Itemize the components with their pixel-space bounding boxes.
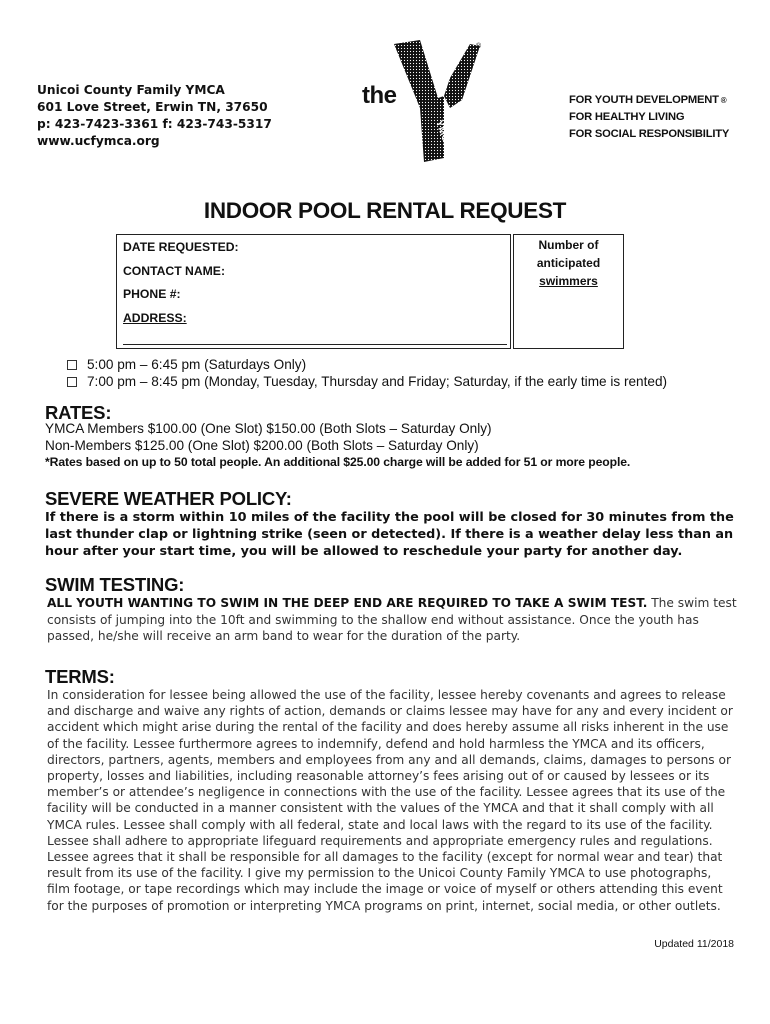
checkbox-late-slot[interactable] [67, 377, 77, 387]
date-requested-field[interactable]: DATE REQUESTED: [123, 240, 239, 254]
swim-testing-description: The swim test consists of jumping into the 10ft and swimming to the shallow end without assistance. Once the youth has passed, he/she will receive an arm band to wear for the duration of the party. [47, 596, 737, 643]
swim-testing-requirement: ALL YOUTH WANTING TO SWIM IN THE DEEP END ARE REQUIRED TO TAKE A SWIM TEST. [47, 596, 648, 610]
swimmers-count-box[interactable] [513, 234, 624, 349]
address-line [123, 344, 507, 345]
slot-early-label: 5:00 pm – 6:45 pm (Saturdays Only) [87, 357, 307, 372]
request-form-box [116, 234, 511, 349]
rates-note: *Rates based on up to 50 total people. An additional $25.00 charge will be added for 51 or more people. [45, 455, 631, 469]
org-phone-fax: p: 423-7423-3361 f: 423-743-5317 [37, 117, 272, 131]
rates-non-members: Non-Members $125.00 (One Slot) $200.00 (Both Slots – Saturday Only) [45, 438, 479, 453]
org-street: 601 Love Street, Erwin TN, 37650 [37, 100, 268, 114]
swimmers-label-1: Number of [538, 238, 599, 252]
org-name: Unicoi County Family YMCA [37, 83, 225, 97]
tagline-line-2: FOR HEALTHY LIVING [569, 111, 685, 123]
swim-testing-heading: SWIM TESTING: [45, 574, 185, 595]
ymca-tagline [569, 92, 729, 143]
checkbox-early-slot[interactable] [67, 360, 77, 370]
org-address-block [37, 82, 272, 150]
rates-members: YMCA Members $100.00 (One Slot) $150.00 (Both Slots – Saturday Only) [45, 421, 492, 436]
weather-policy-text: If there is a storm within 10 miles of the facility the pool will be closed for 30 minutes from the last thunder clap or lightning strike (seen or detected). If there is a weather delay less than an hour after your start time, you will be allowed to reschedule your party for another day. [45, 510, 734, 559]
rates-section [45, 420, 630, 471]
logo-word-the: the [362, 82, 397, 109]
logo-letters: YMCA [433, 118, 454, 151]
terms-heading: TERMS: [45, 666, 115, 687]
ymca-logo [358, 38, 498, 168]
weather-heading: SEVERE WEATHER POLICY: [45, 488, 292, 509]
swim-testing-text [47, 595, 737, 645]
contact-name-field[interactable]: CONTACT NAME: [123, 264, 225, 278]
org-website[interactable]: www.ucfymca.org [37, 134, 160, 148]
tagline-line-3: FOR SOCIAL RESPONSIBILITY [569, 128, 730, 140]
page-title: INDOOR POOL RENTAL REQUEST [203, 198, 567, 223]
swimmers-label-3: swimmers [539, 274, 598, 288]
time-slot-early[interactable] [67, 356, 667, 373]
swimmers-label-2: anticipated [536, 256, 601, 270]
time-slot-options [67, 356, 667, 390]
tagline-registered-mark: ® [720, 96, 727, 105]
slot-late-label: 7:00 pm – 8:45 pm (Monday, Tuesday, Thursday and Friday; Saturday, if the early time is rented) [87, 374, 668, 389]
address-field[interactable]: ADDRESS: [123, 311, 187, 325]
tagline-line-1: FOR YOUTH DEVELOPMENT ® [569, 94, 727, 106]
updated-date: Updated 11/2018 [654, 938, 734, 950]
logo-registered-mark: ® [476, 43, 482, 50]
terms-text: In consideration for lessee being allowed the use of the facility, lessee hereby covenants and agrees to release and discharge and waive any rights of action, demands or claims lessee may have for any and every incident or accident which might arise during the rental of the facility and does hereby assume all risks inherent in the use of the facility. Lessee furthermore agrees to indemnify, defend and hold harmless the YMCA and its officers, directors, partners, agents, members and employees from any and all demands, claims, damages to persons or property, losses and liabilities, including reasonable attorney’s fees arising out of or caused by lessees or its member’s or attendee’s negligence in connections with the use of the facility. Lessee agrees that its use of the facility will be conducted in a manner consistent with the values of the YMCA and that it shall comply with all YMCA rules. Lessee shall comply with all federal, state and local laws with the regard to its use of the facility. Lessee shall adhere to appropriate lifeguard requirements and appropriate emergency rules and regulations. Lessee agrees that it shall be responsible for all damages to the facility (except for normal wear and tear) that result from its use of the facility. I give my permission to the Unicoi County Family YMCA to use photographs, film footage, or tape recordings which may include the image or voice of myself or others attending this event for the purposes of promotion or interpreting YMCA programs on print, internet, social media, or other outlets. [47, 688, 733, 913]
time-slot-late[interactable] [67, 373, 667, 390]
phone-field[interactable]: PHONE #: [123, 287, 181, 301]
rates-heading: RATES: [45, 402, 112, 423]
